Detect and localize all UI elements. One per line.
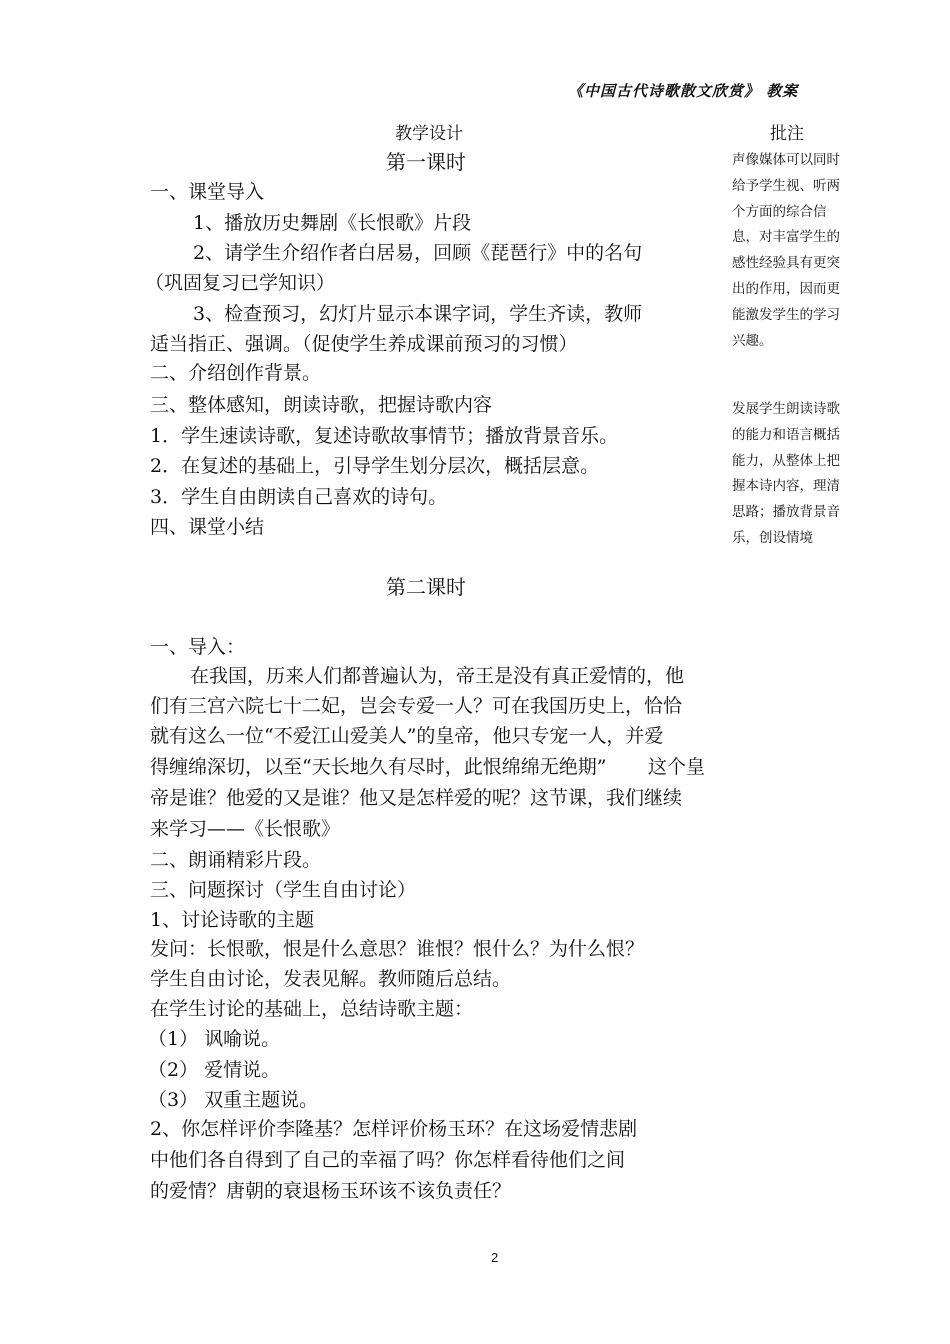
lesson1-title: 第一课时 bbox=[386, 150, 466, 174]
lesson1-line: 1．学生速读诗歌，复述诗歌故事情节；播放背景音乐。 bbox=[150, 425, 619, 447]
lesson2-line: 二、朗诵精彩片段。 bbox=[150, 849, 322, 871]
lesson1-line: 一、课堂导入 bbox=[150, 181, 265, 203]
lesson2-line: 帝是谁？他爱的又是谁？他又是怎样爱的呢？这节课，我们继续 bbox=[150, 787, 683, 809]
lesson2-line: 一、导入： bbox=[150, 636, 246, 658]
lesson1-line: 3．学生自由朗读自己喜欢的诗句。 bbox=[150, 486, 448, 508]
lesson2-line: 的爱情？唐朝的衰退杨玉环该不该负责任？ bbox=[150, 1180, 512, 1202]
lesson2-line: 得缠绵深切，以至“天长地久有尽时，此恨绵绵无绝期” bbox=[150, 756, 607, 778]
lesson2-line: （3） 双重主题说。 bbox=[148, 1089, 319, 1111]
margin-note-reading: 发展学生朗读诗歌的能力和语言概括能力，从整体上把握本诗内容，理清思路；播放背景音乐，创设情境 bbox=[732, 401, 840, 546]
column-title-design: 教学设计 bbox=[395, 124, 463, 144]
lesson2-line: 这个皇 bbox=[648, 756, 706, 778]
lesson1-line: 四、课堂小结 bbox=[150, 516, 265, 538]
lesson1-line: 2、请学生介绍作者白居易，回顾《琵琶行》中的名句 bbox=[193, 242, 643, 264]
lesson2-line: 发问：长恨歌，恨是什么意思？谁恨？恨什么？为什么恨？ bbox=[150, 938, 645, 960]
lesson1-line: （巩固复习已学知识） bbox=[145, 272, 336, 294]
margin-note-media: 声像媒体可以同时给予学生视、听两个方面的综合信息，对丰富学生的感性经验具有更突出的作用，因而更能激发学生的学习兴趣。 bbox=[732, 152, 840, 349]
lesson2-line: （1） 讽喻说。 bbox=[148, 1028, 281, 1050]
lesson2-line: 1、讨论诗歌的主题 bbox=[150, 909, 315, 931]
column-title-notes: 批注 bbox=[770, 124, 804, 144]
lesson2-line: 们有三宫六院七十二妃，岂会专爱一人？可在我国历史上，恰恰 bbox=[150, 695, 683, 717]
lesson1-line: 适当指正、强调。（促使学生养成课前预习的习惯） bbox=[150, 333, 578, 355]
lesson2-line: 在我国，历来人们都普遍认为，帝王是没有真正爱情的，他 bbox=[190, 665, 685, 687]
lesson1-line: 二、介绍创作背景。 bbox=[150, 362, 322, 384]
lesson2-line: 就有这么一位“不爱江山爱美人”的皇帝，他只专宠一人，并爱 bbox=[150, 725, 664, 747]
lesson2-line: 来学习——《长恨歌》 bbox=[150, 818, 341, 840]
lesson2-line: 中他们各自得到了自己的幸福了吗？你怎样看待他们之间 bbox=[150, 1149, 626, 1171]
lesson2-line: 在学生讨论的基础上，总结诗歌主题： bbox=[150, 998, 474, 1020]
lesson2-line: 2、你怎样评价李隆基？怎样评价杨玉环？在这场爱情悲剧 bbox=[150, 1118, 638, 1140]
document-header: 《中国古代诗歌散文欣赏》 教案 bbox=[568, 82, 799, 100]
lesson1-line: 2．在复述的基础上，引导学生划分层次，概括层意。 bbox=[150, 455, 600, 477]
page-number: 2 bbox=[491, 1250, 499, 1265]
lesson1-line: 3、检查预习，幻灯片显示本课字词，学生齐读，教师 bbox=[193, 303, 643, 325]
lesson2-line: 三、问题探讨（学生自由讨论） bbox=[150, 879, 417, 901]
lesson2-line: （2） 爱情说。 bbox=[148, 1059, 281, 1081]
lesson2-title: 第二课时 bbox=[386, 575, 466, 599]
lesson2-line: 学生自由讨论，发表见解。教师随后总结。 bbox=[150, 968, 512, 990]
lesson1-line: 1、播放历史舞剧《长恨歌》片段 bbox=[193, 212, 472, 234]
lesson1-line: 三、整体感知，朗读诗歌，把握诗歌内容 bbox=[150, 394, 493, 416]
